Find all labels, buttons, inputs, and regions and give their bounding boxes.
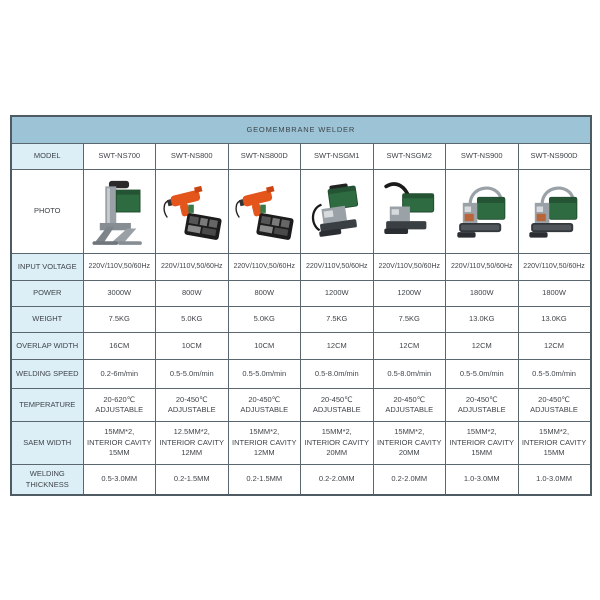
photo-cell xyxy=(446,170,519,254)
overlap-width-cell: 10CM xyxy=(228,333,301,360)
input-voltage-row xyxy=(11,254,591,281)
temperature-cell: 20-450℃ ADJUSTABLE xyxy=(228,389,301,422)
product-photo-bench-welder xyxy=(87,174,151,250)
power-cell: 3000W xyxy=(83,281,156,307)
overlap-width-cell: 16CM xyxy=(83,333,156,360)
power-cell: 1200W xyxy=(301,281,374,307)
saem-width-row xyxy=(11,422,591,465)
input-voltage-cell: 220V/110V,50/60Hz xyxy=(373,254,446,281)
overlap-width-cell: 12CM xyxy=(518,333,591,360)
power-cell: 800W xyxy=(228,281,301,307)
geomembrane-welder-spec-table xyxy=(10,115,592,496)
model-name: SWT-NS800 xyxy=(156,144,229,170)
welding-speed-cell: 0.2-6m/min xyxy=(83,360,156,389)
temperature-cell: 20-620℃ ADJUSTABLE xyxy=(83,389,156,422)
welding-thickness-cell: 0.2-1.5MM xyxy=(228,465,301,496)
saem-width-cell: 15MM*2, INTERIOR CAVITY 20MM xyxy=(301,422,374,465)
model-name: SWT-NSGM1 xyxy=(301,144,374,170)
welding-speed-cell: 0.5-5.0m/min xyxy=(228,360,301,389)
photo-cell xyxy=(373,170,446,254)
welding-thickness-cell: 0.2-2.0MM xyxy=(301,465,374,496)
row-label-overlap-width: OVERLAP WIDTH xyxy=(11,333,83,360)
temperature-cell: 20-450℃ ADJUSTABLE xyxy=(373,389,446,422)
weight-cell: 7.5KG xyxy=(83,307,156,333)
welding-thickness-cell: 0.2-2.0MM xyxy=(373,465,446,496)
product-photo-green-track-welder-arc-handle xyxy=(450,174,514,250)
saem-width-cell: 15MM*2, INTERIOR CAVITY 15MM xyxy=(83,422,156,465)
weight-row xyxy=(11,307,591,333)
product-photo-handheld-orange-welder xyxy=(232,174,296,250)
welding-thickness-cell: 0.5-3.0MM xyxy=(83,465,156,496)
overlap-width-row xyxy=(11,333,591,360)
row-label-photo: PHOTO xyxy=(11,170,83,254)
weight-cell: 5.0KG xyxy=(228,307,301,333)
overlap-width-cell: 12CM xyxy=(446,333,519,360)
row-label-model: MODEL xyxy=(11,144,83,170)
input-voltage-cell: 220V/110V,50/60Hz xyxy=(518,254,591,281)
photo-cell xyxy=(301,170,374,254)
welding-speed-cell: 0.5-5.0m/min xyxy=(156,360,229,389)
row-label-saem-width: SAEM WIDTH xyxy=(11,422,83,465)
product-photo-green-track-welder-cable xyxy=(305,174,369,250)
input-voltage-cell: 220V/110V,50/60Hz xyxy=(446,254,519,281)
input-voltage-cell: 220V/110V,50/60Hz xyxy=(83,254,156,281)
saem-width-cell: 15MM*2, INTERIOR CAVITY 15MM xyxy=(518,422,591,465)
photo-cell xyxy=(518,170,591,254)
power-cell: 1800W xyxy=(446,281,519,307)
overlap-width-cell: 12CM xyxy=(373,333,446,360)
weight-cell: 13.0KG xyxy=(518,307,591,333)
photo-row xyxy=(11,170,591,254)
welding-speed-row xyxy=(11,360,591,389)
temperature-cell: 20-450℃ ADJUSTABLE xyxy=(156,389,229,422)
model-name: SWT-NSGM2 xyxy=(373,144,446,170)
welding-speed-cell: 0.5-8.0m/min xyxy=(301,360,374,389)
model-name: SWT-NS800D xyxy=(228,144,301,170)
overlap-width-cell: 12CM xyxy=(301,333,374,360)
welding-speed-cell: 0.5-8.0m/min xyxy=(373,360,446,389)
power-row xyxy=(11,281,591,307)
input-voltage-cell: 220V/110V,50/60Hz xyxy=(228,254,301,281)
weight-cell: 5.0KG xyxy=(156,307,229,333)
welding-speed-cell: 0.5-5.0m/min xyxy=(446,360,519,389)
row-label-temperature: TEMPERATURE xyxy=(11,389,83,422)
model-row xyxy=(11,144,591,170)
model-name: SWT-NS700 xyxy=(83,144,156,170)
overlap-width-cell: 10CM xyxy=(156,333,229,360)
temperature-row xyxy=(11,389,591,422)
welding-thickness-cell: 0.2-1.5MM xyxy=(156,465,229,496)
row-label-input-voltage: INPUT VOLTAGE xyxy=(11,254,83,281)
saem-width-cell: 15MM*2, INTERIOR CAVITY 20MM xyxy=(373,422,446,465)
photo-cell xyxy=(83,170,156,254)
input-voltage-cell: 220V/110V,50/60Hz xyxy=(156,254,229,281)
weight-cell: 7.5KG xyxy=(373,307,446,333)
power-cell: 1800W xyxy=(518,281,591,307)
model-name: SWT-NS900D xyxy=(518,144,591,170)
title-row xyxy=(11,116,591,144)
product-photo-green-track-welder-arc-handle xyxy=(522,174,586,250)
model-name: SWT-NS900 xyxy=(446,144,519,170)
photo-cell xyxy=(228,170,301,254)
temperature-cell: 20-450℃ ADJUSTABLE xyxy=(301,389,374,422)
welding-speed-cell: 0.5-5.0m/min xyxy=(518,360,591,389)
weight-cell: 13.0KG xyxy=(446,307,519,333)
power-cell: 800W xyxy=(156,281,229,307)
saem-width-cell: 15MM*2, INTERIOR CAVITY 12MM xyxy=(228,422,301,465)
temperature-cell: 20-450℃ ADJUSTABLE xyxy=(518,389,591,422)
row-label-welding-speed: WELDING SPEED xyxy=(11,360,83,389)
input-voltage-cell: 220V/110V,50/60Hz xyxy=(301,254,374,281)
saem-width-cell: 15MM*2, INTERIOR CAVITY 15MM xyxy=(446,422,519,465)
weight-cell: 7.5KG xyxy=(301,307,374,333)
saem-width-cell: 12.5MM*2, INTERIOR CAVITY 12MM xyxy=(156,422,229,465)
power-cell: 1200W xyxy=(373,281,446,307)
row-label-weight: WEIGHT xyxy=(11,307,83,333)
row-label-welding-thickness: WELDING THICKNESS xyxy=(11,465,83,496)
row-label-power: POWER xyxy=(11,281,83,307)
product-photo-handheld-orange-welder xyxy=(160,174,224,250)
table-title: GEOMEMBRANE WELDER xyxy=(11,116,591,144)
welding-thickness-cell: 1.0-3.0MM xyxy=(446,465,519,496)
product-photo-green-track-welder-lever xyxy=(377,174,441,250)
welding-thickness-row xyxy=(11,465,591,496)
welding-thickness-cell: 1.0-3.0MM xyxy=(518,465,591,496)
temperature-cell: 20-450℃ ADJUSTABLE xyxy=(446,389,519,422)
photo-cell xyxy=(156,170,229,254)
